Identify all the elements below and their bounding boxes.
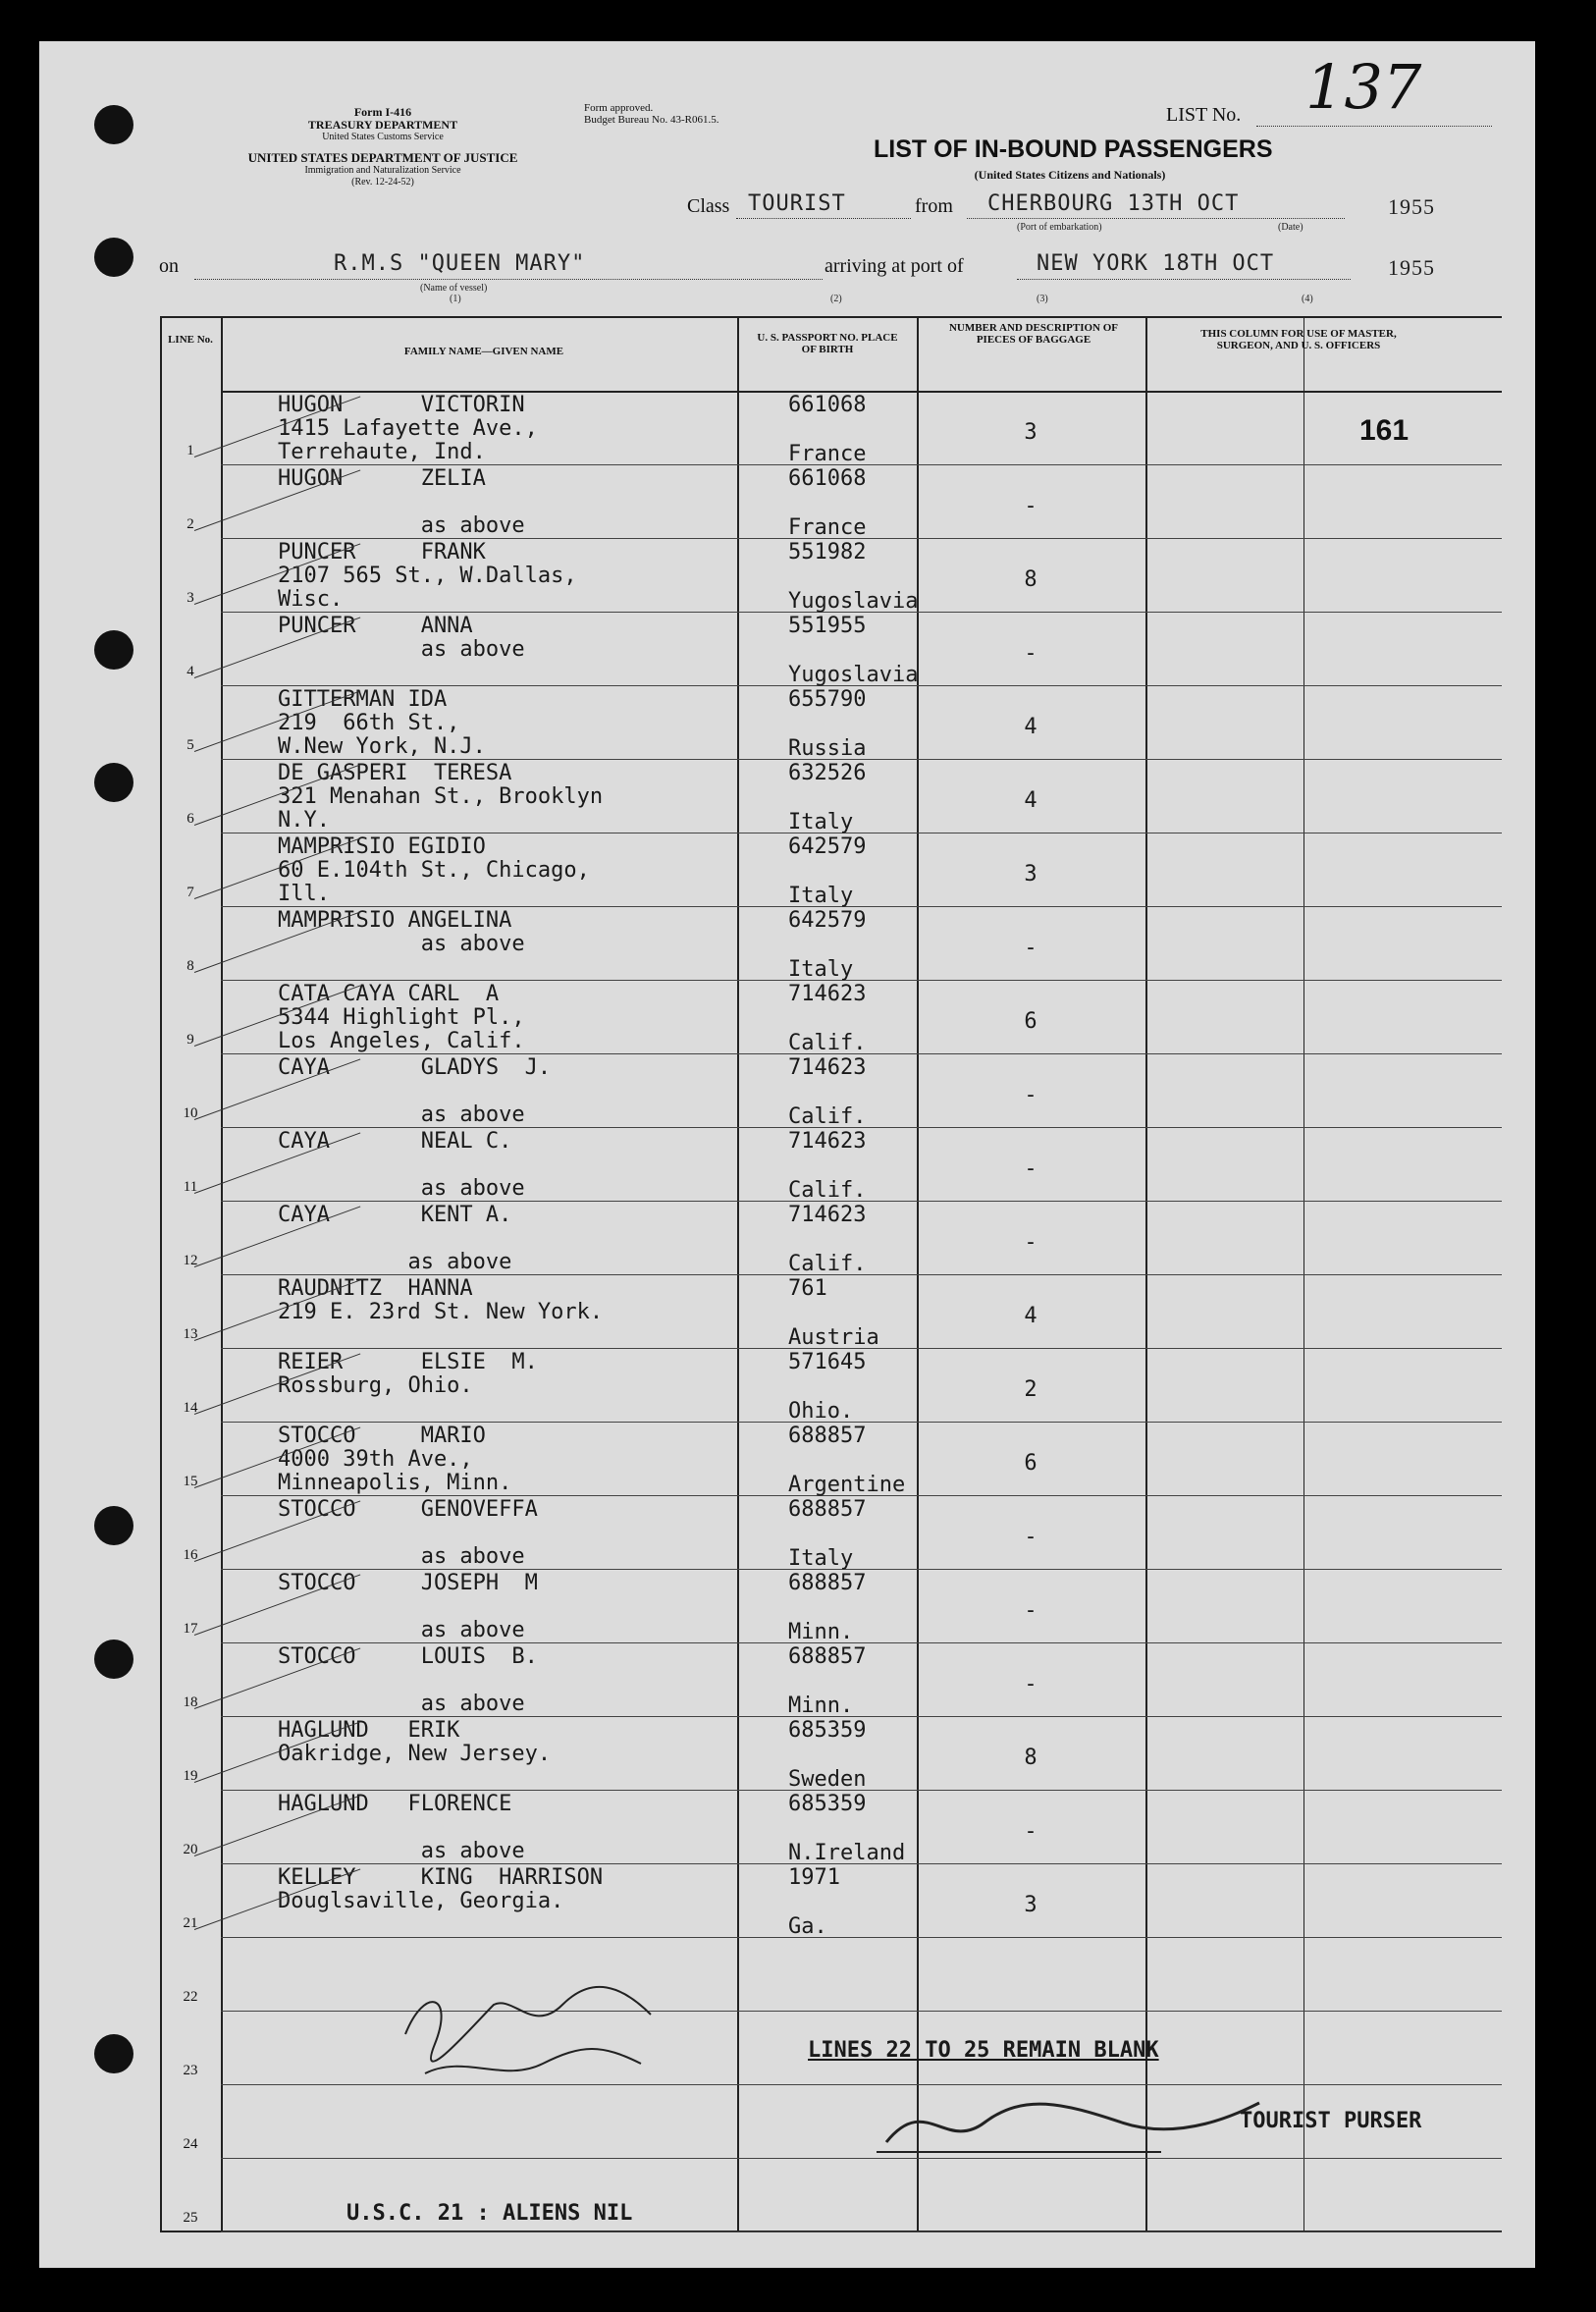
line-number: 15	[183, 1474, 198, 1489]
passport-number: 714623	[788, 982, 867, 1006]
place-of-birth: Austria	[788, 1325, 879, 1350]
col3-num: (3)	[1037, 294, 1048, 304]
form-rev: (Rev. 12-24-52)	[351, 177, 414, 188]
baggage-count: -	[1024, 1083, 1037, 1107]
line-number: 13	[183, 1326, 198, 1342]
passenger-address-2: as above	[278, 513, 525, 538]
table-row	[160, 685, 1502, 759]
from-year: 1955	[1388, 194, 1435, 219]
aliens-note: U.S.C. 21 : ALIENS NIL	[346, 2201, 633, 2226]
passenger-name: CAYA GLADYS J.	[278, 1055, 552, 1080]
passport-number: 714623	[788, 1129, 867, 1154]
remain-blank-note: LINES 22 TO 25 REMAIN BLANK	[808, 2038, 1159, 2063]
passport-number: 1971	[788, 1865, 840, 1890]
table-row	[160, 538, 1502, 612]
passenger-address-2: as above	[278, 1176, 525, 1201]
passenger-name: HAGLUND FLORENCE	[278, 1792, 512, 1816]
passenger-name: PUNCER FRANK	[278, 540, 486, 565]
baggage-count: -	[1024, 1598, 1037, 1623]
passenger-address: 321 Menahan St., Brooklyn	[278, 784, 604, 809]
passenger-name: RAUDNITZ HANNA	[278, 1276, 473, 1301]
passenger-name: MAMPRISIO ANGELINA	[278, 908, 512, 933]
line-number: 5	[186, 737, 194, 753]
passenger-address: 5344 Highlight Pl.,	[278, 1005, 525, 1030]
passenger-name: KELLEY KING HARRISON	[278, 1865, 604, 1890]
passenger-address: Douglsaville, Georgia.	[278, 1889, 564, 1913]
officer-number: 161	[1359, 414, 1410, 447]
passport-number: 688857	[788, 1424, 867, 1448]
vessel-num: (1)	[450, 294, 461, 304]
punch-hole	[94, 763, 133, 802]
list-no-label: LIST No.	[1166, 104, 1242, 126]
line-number: 14	[183, 1400, 198, 1416]
line-number: 19	[183, 1768, 198, 1784]
place-of-birth: Sweden	[788, 1767, 867, 1792]
punch-hole	[94, 105, 133, 144]
baggage-count: -	[1024, 1230, 1037, 1255]
baggage-count: -	[1024, 936, 1037, 960]
baggage-count: 3	[1024, 1893, 1037, 1917]
baggage-count: 2	[1024, 1377, 1037, 1402]
baggage-count: -	[1024, 641, 1037, 666]
col-head-name: FAMILY NAME—GIVEN NAME	[403, 346, 564, 357]
baggage-count: 8	[1024, 1746, 1037, 1770]
table-row	[160, 980, 1502, 1053]
passport-number: 642579	[788, 908, 867, 933]
passenger-address: 4000 39th Ave.,	[278, 1447, 473, 1472]
from-label: from	[915, 195, 953, 217]
place-of-birth: Italy	[788, 957, 854, 982]
passenger-address-2: Terrehaute, Ind.	[278, 440, 486, 464]
passport-number: 642579	[788, 834, 867, 859]
passenger-address-2: as above	[278, 1102, 525, 1127]
line-number: 10	[183, 1105, 198, 1121]
table-row	[160, 1716, 1502, 1790]
table-row	[160, 1937, 1502, 2011]
place-of-birth: Calif.	[788, 1178, 867, 1203]
vessel-caption: (Name of vessel)	[420, 283, 488, 294]
passenger-name: HAGLUND ERIK	[278, 1718, 460, 1743]
passport-number: 655790	[788, 687, 867, 712]
passenger-address-2: as above	[278, 1692, 525, 1716]
place-of-birth: Italy	[788, 810, 854, 834]
table-row	[160, 759, 1502, 833]
baggage-count: 4	[1024, 788, 1037, 813]
table-row	[160, 833, 1502, 906]
justice-dept: UNITED STATES DEPARTMENT OF JUSTICE	[247, 150, 518, 165]
line-number: 7	[186, 885, 194, 900]
line-number: 20	[183, 1842, 198, 1857]
passenger-name: MAMPRISIO EGIDIO	[278, 834, 486, 859]
table-row	[160, 1569, 1502, 1642]
on-line	[194, 279, 823, 280]
table-row	[160, 1790, 1502, 1863]
col-head-passport: U. S. PASSPORT NO. PLACE OF BIRTH	[757, 332, 898, 355]
table-row	[160, 612, 1502, 685]
place-of-birth: N.Ireland	[788, 1841, 906, 1865]
passenger-address-2: Minneapolis, Minn.	[278, 1471, 512, 1495]
list-no-line	[1256, 126, 1492, 127]
passenger-address: 60 E.104th St., Chicago,	[278, 858, 590, 883]
arriving-line	[1017, 279, 1351, 280]
punch-hole	[94, 2034, 133, 2073]
place-of-birth: Minn.	[788, 1694, 854, 1718]
baggage-count: 4	[1024, 1304, 1037, 1328]
col2-num: (2)	[830, 294, 842, 304]
passenger-name: CAYA KENT A.	[278, 1203, 512, 1227]
table-row	[160, 1201, 1502, 1274]
class-value: TOURIST	[748, 191, 846, 216]
table-row	[160, 1348, 1502, 1422]
place-of-birth: Argentine	[788, 1473, 906, 1497]
baggage-count: -	[1024, 1819, 1037, 1844]
passport-number: 714623	[788, 1203, 867, 1227]
budget-bureau: Budget Bureau No. 43-R061.5.	[584, 114, 719, 126]
place-of-birth: Minn.	[788, 1620, 854, 1644]
class-line	[736, 218, 911, 219]
passport-number: 551955	[788, 614, 867, 638]
table-row	[160, 1863, 1502, 1937]
passenger-address-2: as above	[278, 1250, 512, 1274]
punch-hole	[94, 238, 133, 277]
place-of-birth: Calif.	[788, 1031, 867, 1055]
passport-number: 661068	[788, 393, 867, 417]
passenger-address-2: as above	[278, 1544, 525, 1569]
col-head-line: LINE No.	[168, 334, 213, 346]
place-of-birth: Yugoslavia	[788, 589, 919, 614]
arriving-label: arriving at port of	[825, 255, 964, 277]
table-row	[160, 391, 1502, 464]
passenger-address-2: as above	[278, 1618, 525, 1642]
passenger-name: CAYA NEAL C.	[278, 1129, 512, 1154]
passenger-table	[160, 316, 1502, 2232]
place-of-birth: Ga.	[788, 1914, 827, 1939]
table-top-border	[160, 316, 1502, 318]
passenger-address: 219 66th St.,	[278, 711, 460, 735]
table-row	[160, 1422, 1502, 1495]
passenger-name: HUGON ZELIA	[278, 466, 486, 491]
table-row	[160, 464, 1502, 538]
from-line	[967, 218, 1345, 219]
line-number: 25	[183, 2210, 198, 2226]
punch-hole	[94, 1506, 133, 1545]
passport-number: 688857	[788, 1571, 867, 1595]
ins-service: Immigration and Naturalization Service	[304, 165, 461, 176]
purser-note: TOURIST PURSER	[1240, 2109, 1422, 2133]
line-number: 18	[183, 1694, 198, 1710]
passenger-address-2: Ill.	[278, 882, 330, 906]
line-number: 8	[186, 958, 194, 974]
page-number: 137	[1305, 51, 1422, 123]
table-row	[160, 1642, 1502, 1716]
arriving-value: NEW YORK 18TH OCT	[1037, 251, 1275, 276]
passenger-name: HUGON VICTORIN	[278, 393, 525, 417]
passenger-address-2: W.New York, N.J.	[278, 734, 486, 759]
arriving-year: 1955	[1388, 255, 1435, 280]
baggage-count: -	[1024, 1672, 1037, 1696]
punch-hole	[94, 1640, 133, 1679]
place-of-birth: Yugoslavia	[788, 663, 919, 687]
customs-service: United States Customs Service	[322, 132, 444, 142]
passport-number: 571645	[788, 1350, 867, 1374]
line-number: 23	[183, 2063, 198, 2078]
baggage-count: 4	[1024, 715, 1037, 739]
row-line	[221, 2231, 1502, 2232]
col-head-officers: THIS COLUMN FOR USE OF MASTER, SURGEON, AND U. S. OFFICERS	[1200, 328, 1397, 351]
passenger-address-2: N.Y.	[278, 808, 330, 833]
passport-number: 551982	[788, 540, 867, 565]
vessel-value: R.M.S "QUEEN MARY"	[334, 251, 586, 276]
baggage-count: 6	[1024, 1451, 1037, 1476]
passenger-name: PUNCER ANNA	[278, 614, 473, 638]
class-label: Class	[687, 195, 730, 217]
line-number: 21	[183, 1915, 198, 1931]
line-number: 2	[186, 516, 194, 532]
place-of-birth: Calif.	[788, 1104, 867, 1129]
form-approved: Form approved.	[584, 102, 654, 114]
form-title: LIST OF IN-BOUND PASSENGERS	[874, 135, 1273, 163]
purser-signature	[867, 2073, 1279, 2172]
baggage-count: 3	[1024, 862, 1037, 887]
passenger-address: 1415 Lafayette Ave.,	[278, 416, 538, 441]
passenger-address: Oakridge, New Jersey.	[278, 1742, 552, 1766]
handwritten-signature	[386, 1975, 680, 2093]
col-head-baggage: NUMBER AND DESCRIPTION OF PIECES OF BAGGAGE	[948, 322, 1119, 346]
line-number: 17	[183, 1621, 198, 1637]
baggage-count: 6	[1024, 1009, 1037, 1034]
place-of-birth: France	[788, 515, 867, 540]
passenger-name: GITTERMAN IDA	[278, 687, 448, 712]
table-row	[160, 1495, 1502, 1569]
table-row	[160, 906, 1502, 980]
line-number: 22	[183, 1989, 198, 2005]
passenger-name: STOCCO MARIO	[278, 1424, 486, 1448]
baggage-count: 8	[1024, 567, 1037, 592]
line-number: 9	[186, 1032, 194, 1048]
passenger-address: Rossburg, Ohio.	[278, 1373, 473, 1398]
passenger-name: REIER ELSIE M.	[278, 1350, 538, 1374]
passenger-address-2: as above	[278, 1839, 525, 1863]
passenger-name: CATA CAYA CARL A	[278, 982, 500, 1006]
baggage-count: -	[1024, 1156, 1037, 1181]
date-caption: (Date)	[1278, 222, 1303, 233]
table-row	[160, 1274, 1502, 1348]
line-number: 4	[186, 664, 194, 679]
baggage-count: -	[1024, 494, 1037, 518]
passenger-address-2: Wisc.	[278, 587, 344, 612]
place-of-birth: Italy	[788, 1546, 854, 1571]
passport-number: 761	[788, 1276, 827, 1301]
passenger-address: 219 E. 23rd St. New York.	[278, 1300, 604, 1324]
passenger-address-2: Los Angeles, Calif.	[278, 1029, 525, 1053]
line-number: 12	[183, 1253, 198, 1268]
line-number: 24	[183, 2136, 198, 2152]
passenger-name: STOCCO LOUIS B.	[278, 1644, 538, 1669]
place-of-birth: Calif.	[788, 1252, 867, 1276]
passenger-name: DE GASPERI TERESA	[278, 761, 512, 785]
passport-number: 688857	[788, 1497, 867, 1522]
col4-num: (4)	[1302, 294, 1313, 304]
port-caption: (Port of embarkation)	[1017, 222, 1102, 233]
place-of-birth: France	[788, 442, 867, 466]
line-number: 3	[186, 590, 194, 606]
place-of-birth: Ohio.	[788, 1399, 854, 1424]
from-value: CHERBOURG 13TH OCT	[987, 191, 1240, 216]
passport-number: 688857	[788, 1644, 867, 1669]
form-subtitle: (United States Citizens and Nationals)	[974, 168, 1166, 182]
passenger-address: 2107 565 St., W.Dallas,	[278, 564, 577, 588]
passport-number: 685359	[788, 1718, 867, 1743]
passenger-address: as above	[278, 932, 525, 956]
baggage-count: 3	[1024, 420, 1037, 445]
punch-hole	[94, 630, 133, 670]
line-number: 11	[183, 1179, 198, 1195]
place-of-birth: Italy	[788, 884, 854, 908]
passport-number: 714623	[788, 1055, 867, 1080]
document-page	[39, 41, 1535, 2268]
table-row	[160, 1127, 1502, 1201]
on-label: on	[159, 255, 179, 277]
line-number: 1	[186, 443, 194, 458]
passport-number: 661068	[788, 466, 867, 491]
place-of-birth: Russia	[788, 736, 867, 761]
line-number: 16	[183, 1547, 198, 1563]
form-number: Form I-416	[353, 105, 412, 119]
passport-number: 685359	[788, 1792, 867, 1816]
treasury-dept: TREASURY DEPARTMENT	[307, 118, 458, 132]
baggage-count: -	[1024, 1525, 1037, 1549]
passenger-address: as above	[278, 637, 525, 662]
passport-number: 632526	[788, 761, 867, 785]
passenger-name: STOCCO JOSEPH M	[278, 1571, 538, 1595]
passenger-name: STOCCO GENOVEFFA	[278, 1497, 538, 1522]
line-number: 6	[186, 811, 194, 827]
table-row	[160, 1053, 1502, 1127]
